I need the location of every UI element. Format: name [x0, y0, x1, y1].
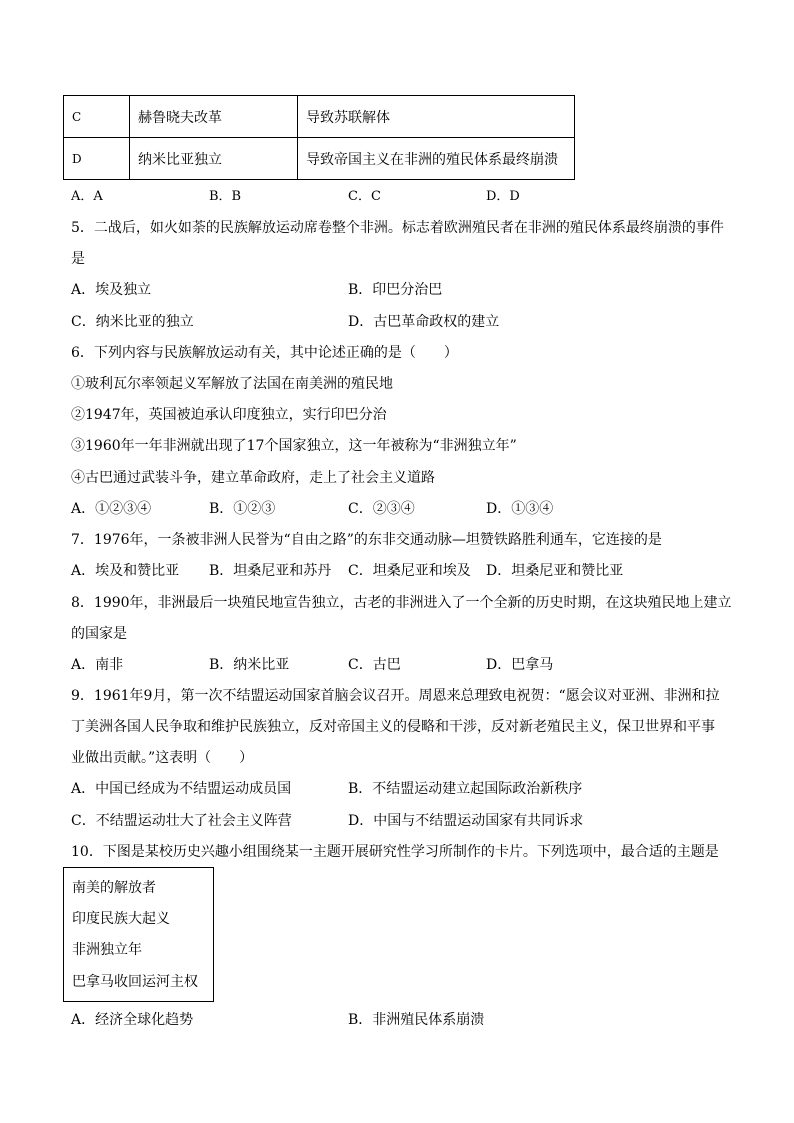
option-b[interactable]: B．B	[209, 189, 242, 204]
option-a[interactable]: A．A	[71, 189, 103, 204]
table-row	[64, 138, 575, 180]
card-item: 巴拿马收回运河主权	[72, 974, 198, 990]
option-c[interactable]: C．纳米比亚的独立	[71, 314, 194, 330]
option-a[interactable]: A．埃及和赞比亚	[71, 563, 180, 579]
option-c[interactable]: C．古巴	[348, 657, 401, 673]
row-effect: 导致苏联解体	[298, 96, 575, 138]
q6-statement: ③1960年一年非洲就出现了17个国家独立，这一年被称为“非洲独立年”	[71, 438, 517, 454]
option-c[interactable]: C．②③④	[348, 501, 415, 517]
option-b[interactable]: B．坦桑尼亚和苏丹	[209, 563, 332, 579]
q5-stem-1: 5．二战后，如火如荼的民族解放运动席卷整个非洲。标志着欧洲殖民者在非洲的殖民体系最终崩溃的事件	[71, 220, 724, 236]
option-a[interactable]: A．经济全球化趋势	[71, 1012, 194, 1028]
q9-stem-3: 业做出贡献。”这表明（ ）	[71, 750, 254, 766]
q8-options	[71, 655, 771, 675]
q10-options	[71, 1010, 771, 1030]
q6-statement: ④古巴通过武装斗争，建立革命政府，走上了社会主义道路	[71, 470, 435, 486]
row-event: 赫鲁晓夫改革	[130, 96, 298, 138]
option-a[interactable]: A．埃及独立	[71, 282, 152, 298]
row-event: 纳米比亚独立	[130, 138, 298, 180]
q6-statement: ①玻利瓦尔率领起义军解放了法国在南美洲的殖民地	[71, 376, 393, 392]
option-c[interactable]: C．不结盟运动壮大了社会主义阵营	[71, 813, 292, 829]
option-a[interactable]: A．中国已经成为不结盟运动成员国	[71, 781, 292, 797]
q7-stem: 7．1976年，一条被非洲人民誉为“自由之路”的东非交通动脉—坦赞铁路胜利通车，它连接的是	[71, 532, 662, 548]
q5-options-row2	[71, 312, 771, 332]
row-effect: 导致帝国主义在非洲的殖民体系最终崩溃	[298, 138, 575, 180]
card-item: 印度民族大起义	[72, 911, 170, 927]
options-table	[63, 95, 575, 180]
table-row	[64, 96, 575, 138]
card-item: 非洲独立年	[72, 942, 142, 958]
q9-options-row2	[71, 811, 771, 831]
q9-stem-2: 丁美洲各国人民争取和维护民族独立，反对帝国主义的侵略和干涉，反对新老殖民主义，保卫世界和平事	[71, 719, 715, 735]
row-label: C	[64, 96, 130, 138]
q4-options	[71, 187, 771, 207]
q9-options-row1	[71, 779, 771, 799]
option-c[interactable]: C．坦桑尼亚和埃及	[348, 563, 471, 579]
option-a[interactable]: A．南非	[71, 657, 124, 673]
option-d[interactable]: D．中国与不结盟运动国家有共同诉求	[348, 813, 584, 829]
row-label: D	[64, 138, 130, 180]
option-b[interactable]: B．①②③	[209, 501, 276, 517]
card-item: 南美的解放者	[72, 880, 156, 896]
q5-options-row1	[71, 280, 771, 300]
q8-stem-1: 8．1990年，非洲最后一块殖民地宣告独立，古老的非洲进入了一个全新的历史时期，在这块殖民地上建立	[71, 595, 732, 611]
option-b[interactable]: B．印巴分治巴	[348, 282, 443, 298]
option-b[interactable]: B．纳米比亚	[209, 657, 290, 673]
q5-stem-2: 是	[71, 251, 85, 267]
option-d[interactable]: D．巴拿马	[486, 657, 554, 673]
q6-statement: ②1947年，英国被迫承认印度独立，实行印巴分治	[71, 407, 387, 423]
option-d[interactable]: D．①③④	[486, 501, 554, 517]
option-d[interactable]: D．坦桑尼亚和赞比亚	[486, 563, 624, 579]
option-d[interactable]: D．古巴革命政权的建立	[348, 314, 500, 330]
option-b[interactable]: B．非洲殖民体系崩溃	[348, 1012, 485, 1028]
option-c[interactable]: C．C	[348, 189, 381, 204]
q8-stem-2: 的国家是	[71, 626, 127, 642]
q6-stem: 6．下列内容与民族解放运动有关，其中论述正确的是（ ）	[71, 345, 458, 361]
q9-stem-1: 9．1961年9月，第一次不结盟运动国家首脑会议召开。周恩来总理致电祝贺：“愿会议对亚洲、非洲和拉	[71, 688, 720, 704]
q10-stem: 10．下图是某校历史兴趣小组围绕某一主题开展研究性学习所制作的卡片。下列选项中，最合适的主题是	[71, 844, 719, 860]
option-b[interactable]: B．不结盟运动建立起国际政治新秩序	[348, 781, 583, 797]
q6-options	[71, 499, 771, 519]
option-d[interactable]: D．D	[486, 189, 520, 204]
q7-options	[71, 561, 771, 581]
option-a[interactable]: A．①②③④	[71, 501, 152, 517]
study-card	[63, 867, 214, 1002]
